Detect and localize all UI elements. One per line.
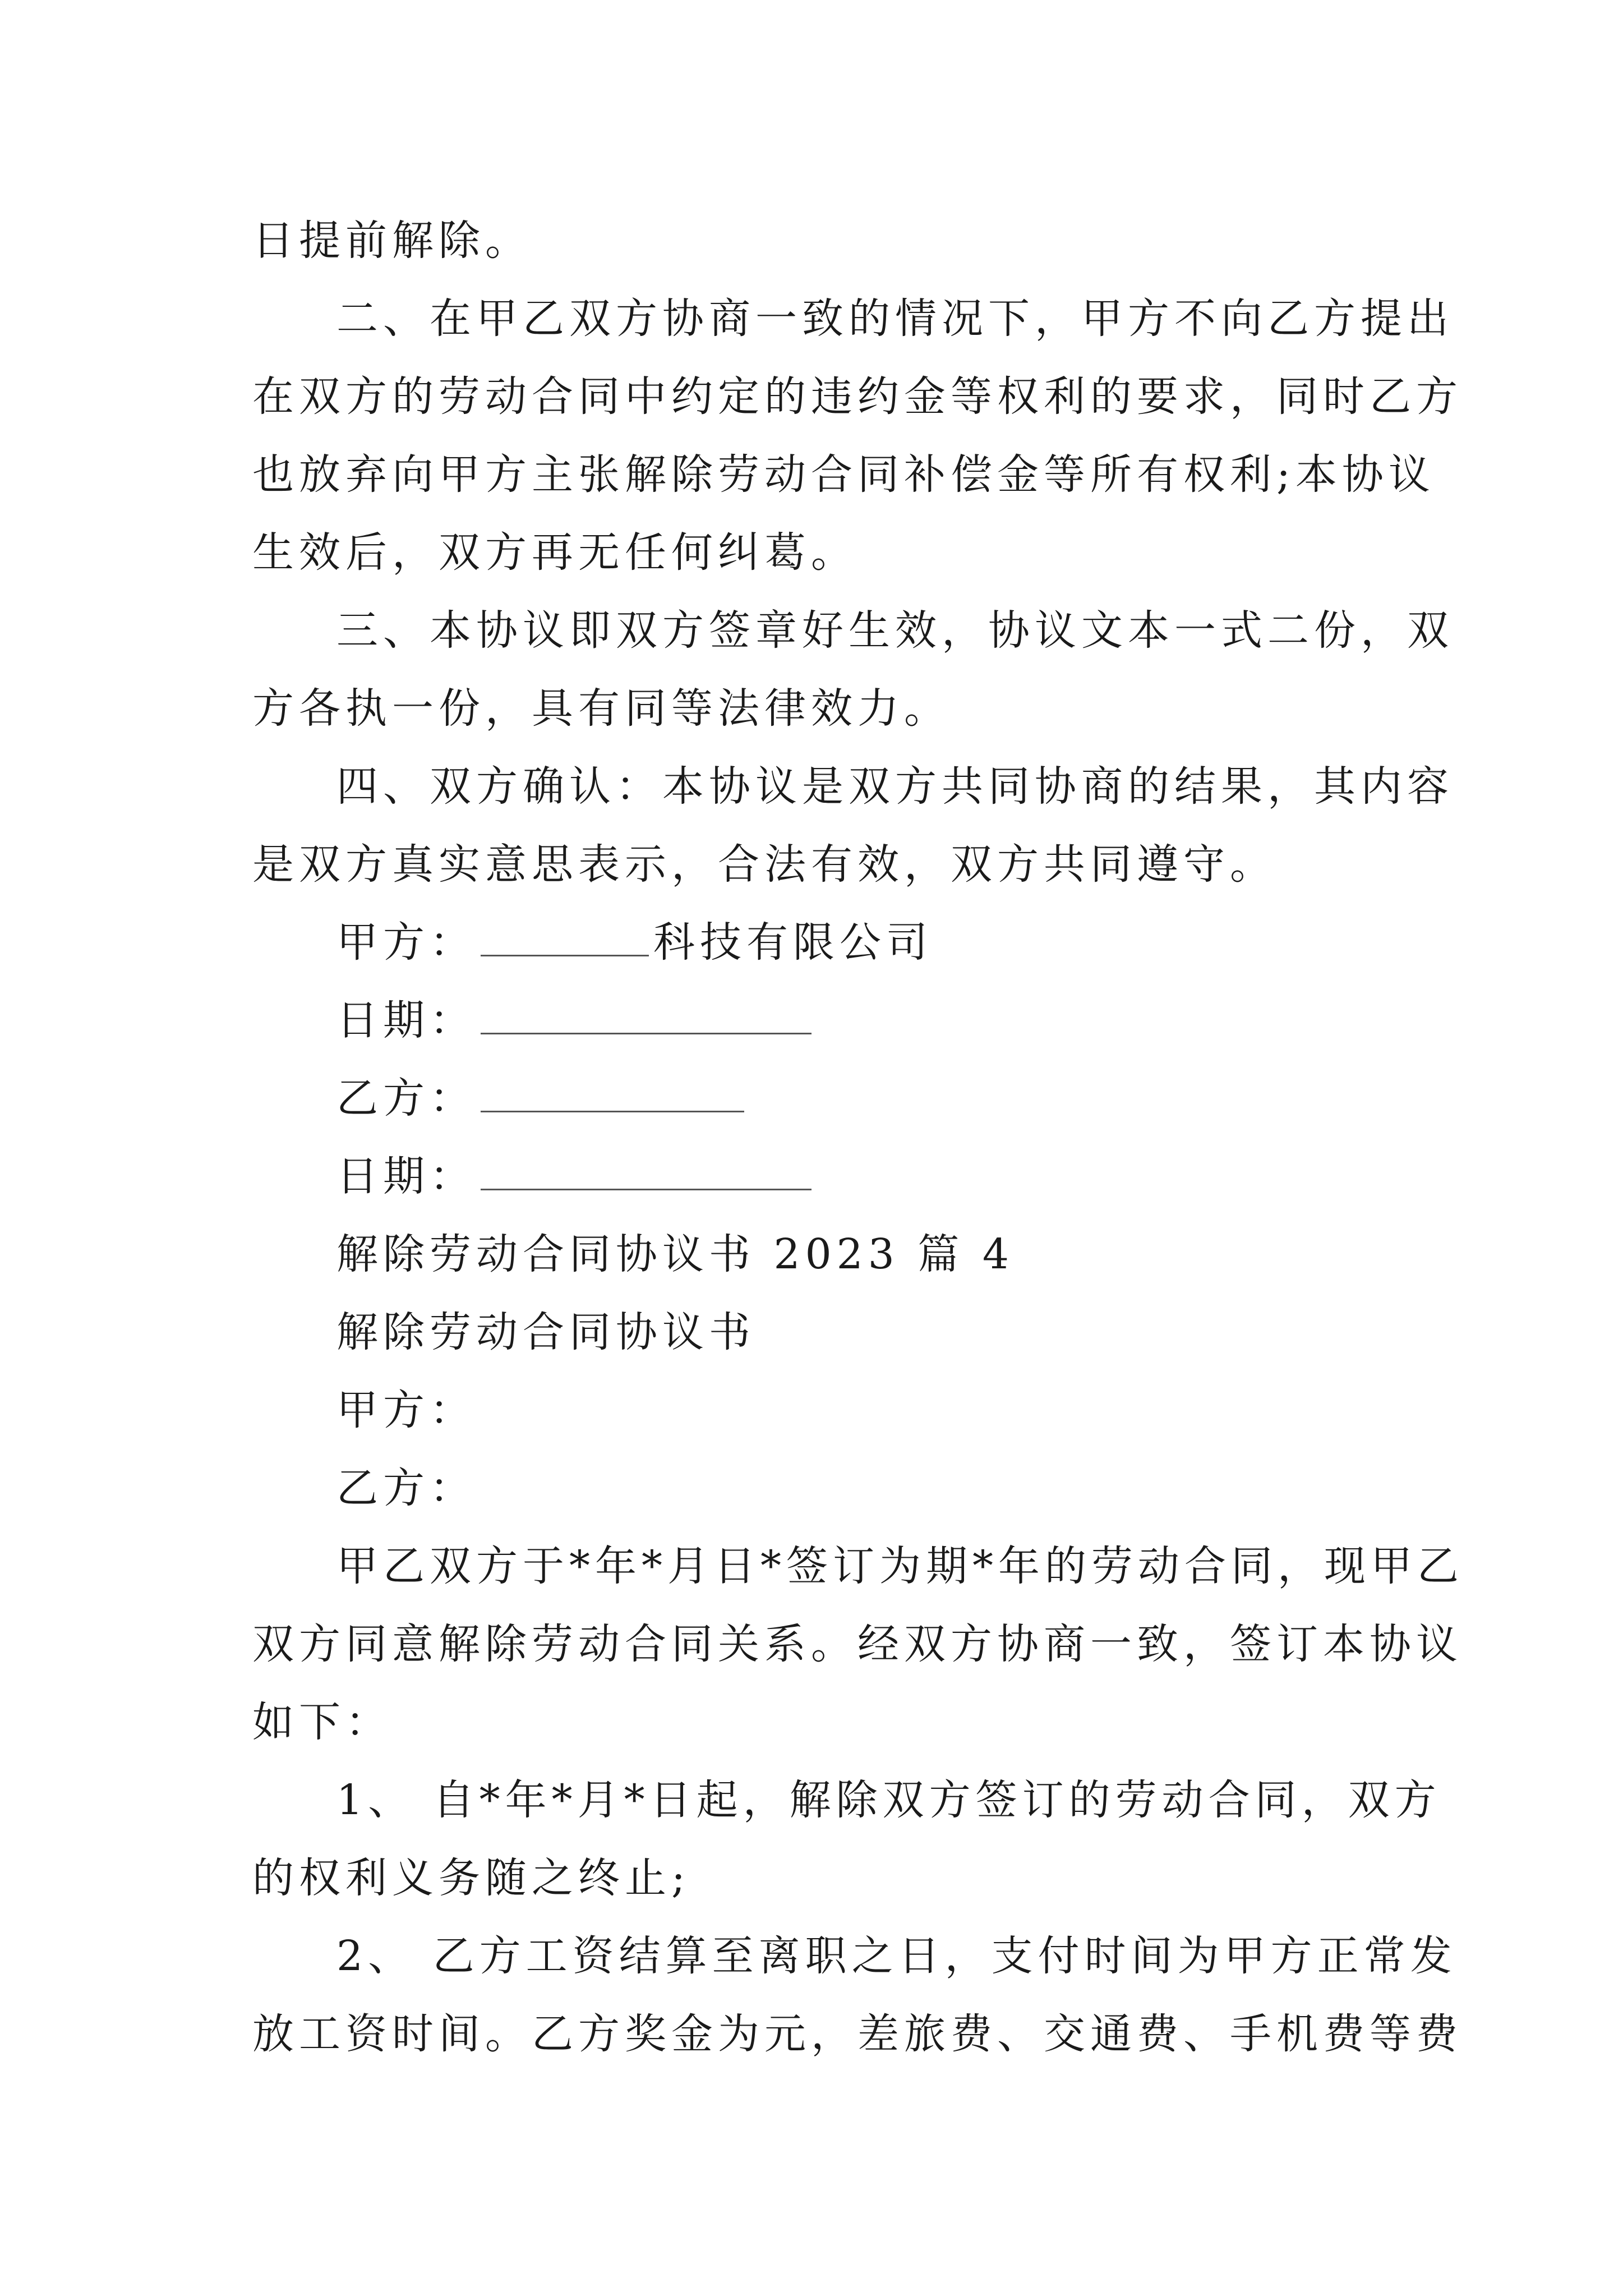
text-line: 二、在甲乙双方协商一致的情况下，甲方不向乙方提出 bbox=[336, 295, 1454, 343]
text-line: 1、 自*年*月*日起，解除双方签订的劳动合同，双方 bbox=[336, 1776, 1441, 1824]
party-b-line: 乙方： bbox=[336, 1464, 476, 1512]
text-line: 放工资时间。乙方奖金为元，差旅费、交通费、手机费等费 bbox=[252, 2010, 1463, 2058]
signature-date-a bbox=[252, 982, 1385, 1060]
party-b-blank-line bbox=[481, 1076, 744, 1112]
text-line: 是双方真实意思表示，合法有效，双方共同遵守。 bbox=[252, 840, 1276, 889]
party-b-label: 乙方： bbox=[336, 1074, 476, 1122]
section-title: 解除劳动合同协议书 bbox=[336, 1308, 755, 1356]
date-b-blank-line bbox=[481, 1154, 811, 1190]
text-line: 在双方的劳动合同中约定的违约金等权利的要求，同时乙方 bbox=[252, 372, 1463, 421]
text-line: 日提前解除。 bbox=[252, 217, 532, 265]
party-a-blank-line bbox=[481, 920, 649, 956]
date-a-label: 日期： bbox=[336, 996, 476, 1045]
text-line: 也放弃向甲方主张解除劳动合同补偿金等所有权利;本协议 bbox=[252, 450, 1435, 499]
party-a-label: 甲方： bbox=[336, 918, 476, 967]
text-line: 四、双方确认：本协议是双方共同协商的结果，其内容 bbox=[336, 762, 1454, 811]
date-a-blank-line bbox=[481, 998, 811, 1034]
text-line: 的权利义务随之终止; bbox=[252, 1854, 690, 1902]
text-line: 2、 乙方工资结算至离职之日，支付时间为甲方正常发 bbox=[336, 1932, 1457, 1980]
signature-party-b bbox=[252, 1060, 1385, 1138]
date-b-label: 日期： bbox=[336, 1152, 476, 1200]
text-line: 三、本协议即双方签章好生效，协议文本一式二份，双 bbox=[336, 606, 1454, 655]
party-a-line: 甲方： bbox=[336, 1386, 476, 1434]
text-line: 双方同意解除劳动合同关系。经双方协商一致，签订本协议 bbox=[252, 1620, 1463, 1668]
signature-party-a bbox=[252, 904, 1385, 982]
text-line: 如下： bbox=[252, 1698, 392, 1746]
section-heading: 解除劳动合同协议书 2023 篇 4 bbox=[336, 1230, 1014, 1278]
text-line: 方各执一份，具有同等法律效力。 bbox=[252, 684, 951, 733]
document-body bbox=[252, 202, 1464, 2073]
party-a-suffix: 科技有限公司 bbox=[653, 918, 933, 967]
text-line: 生效后，双方再无任何纠葛。 bbox=[252, 528, 857, 577]
text-line: 甲乙双方于*年*月日*签订为期*年的劳动合同，现甲乙 bbox=[336, 1542, 1464, 1590]
signature-date-b bbox=[252, 1138, 1385, 1216]
